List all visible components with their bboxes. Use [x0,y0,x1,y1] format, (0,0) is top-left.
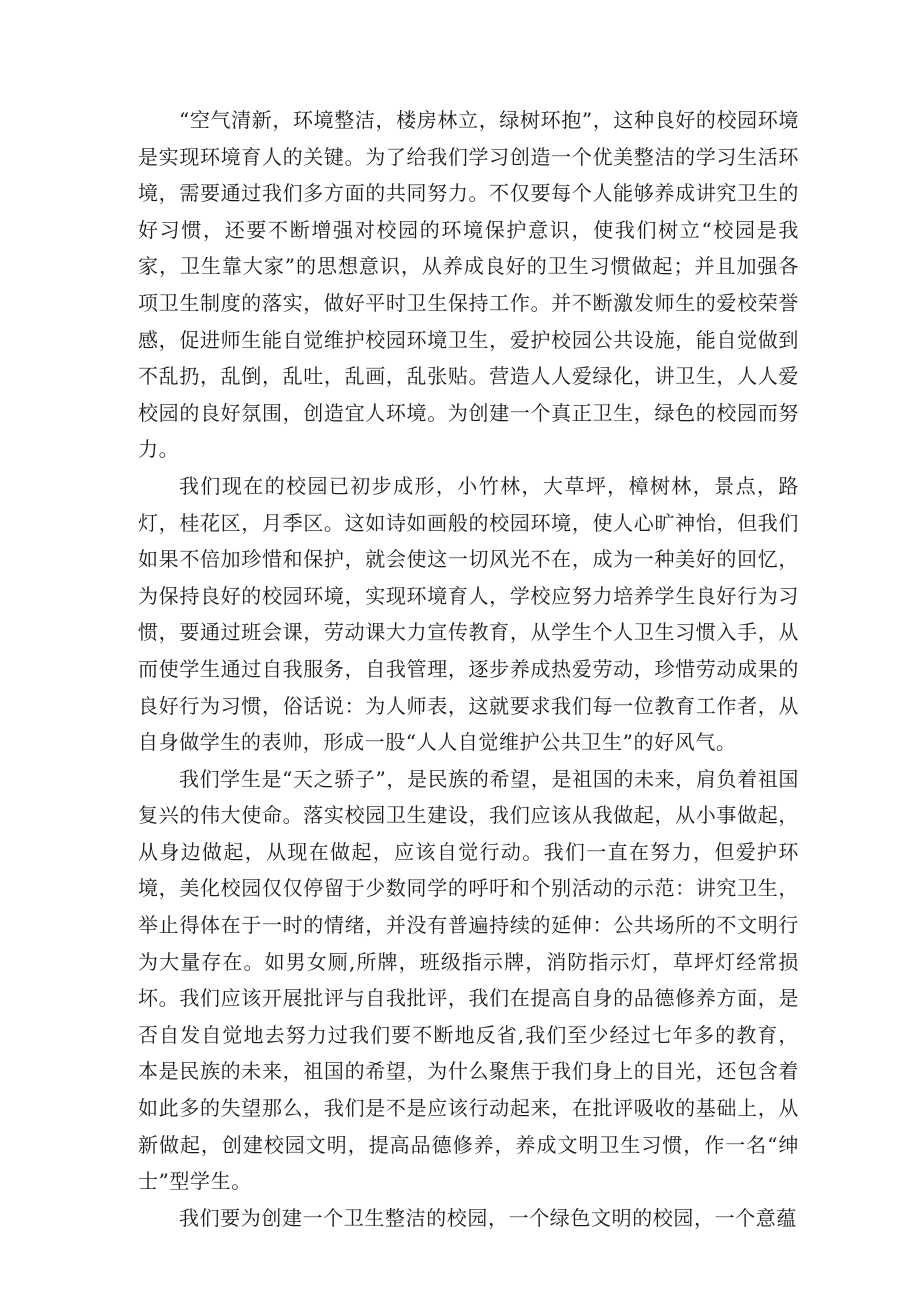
paragraph-1: “空气清新，环境整洁，楼房林立，绿树环抱”，这种良好的校园环境是实现环境育人的关键。为了给我们学习创造一个优美整洁的学习生活环境，需要通过我们多方面的共同努力。不仅要每个人能够养成讲究卫生的好习惯，还要不断增强对校园的环境保护意识，使我们树立“校园是我家，卫生靠大家”的思想意识，从养成良好的卫生习惯做起；并且加强各项卫生制度的落实，做好平时卫生保持工作。并不断激发师生的爱校荣誉感，促进师生能自觉维护校园环境卫生，爱护校园公共设施，能自觉做到不乱扔，乱倒，乱吐，乱画，乱张贴。营造人人爱绿化，讲卫生，人人爱校园的良好氛围，创造宜人环境。为创建一个真正卫生，绿色的校园而努力。 [138,108,799,462]
document-body [138,102,799,1236]
paragraph-2: 我们现在的校园已初步成形，小竹林，大草坪，樟树林，景点，路灯，桂花区，月季区。这如诗如画般的校园环境，使人心旷神怡，但我们如果不倍加珍惜和保护，就会使这一切风光不在，成为一种美好的回忆，为保持良好的校园环境，实现环境育人，学校应努力培养学生良好行为习惯，要通过班会课，劳动课大力宣传教育，从学生个人卫生习惯入手，从而使学生通过自我服务，自我管理，逐步养成热爱劳动，珍惜劳动成果的良好行为习惯，俗话说：为人师表，这就要求我们每一位教育工作者，从自身做学生的表帅，形成一股“人人自觉维护公共卫生”的好风气。 [138,473,799,755]
paragraph-3: 我们学生是“天之骄子”，是民族的希望，是祖国的未来，肩负着祖国复兴的伟大使命。落实校园卫生建设，我们应该从我做起，从小事做起，从身边做起，从现在做起，应该自觉行动。我们一直在努力，但爱护环境，美化校园仅仅停留于少数同学的呼吁和个别活动的示范：讲究卫生，举止得体在于一时的情绪，并没有普遍持续的延伸：公共场所的不文明行为大量存在。如男女厕,所牌，班级指示牌，消防指示灯，草坪灯经常损坏。我们应该开展批评与自我批评，我们在提高自身的品德修养方面，是否自发自觉地去努力过我们要不断地反省,我们至少经过七年多的教育，本是民族的未来，祖国的希望，为什么聚焦于我们身上的目光，还包含着如此多的失望那么，我们是不是应该行动起来，在批评吸收的基础上，从新做起，创建校园文明，提高品德修养，养成文明卫生习惯，作一名“绅士”型学生。 [138,766,799,1194]
paragraph-4: 我们要为创建一个卫生整洁的校园，一个绿色文明的校园，一个意蕴 [179,1205,797,1230]
